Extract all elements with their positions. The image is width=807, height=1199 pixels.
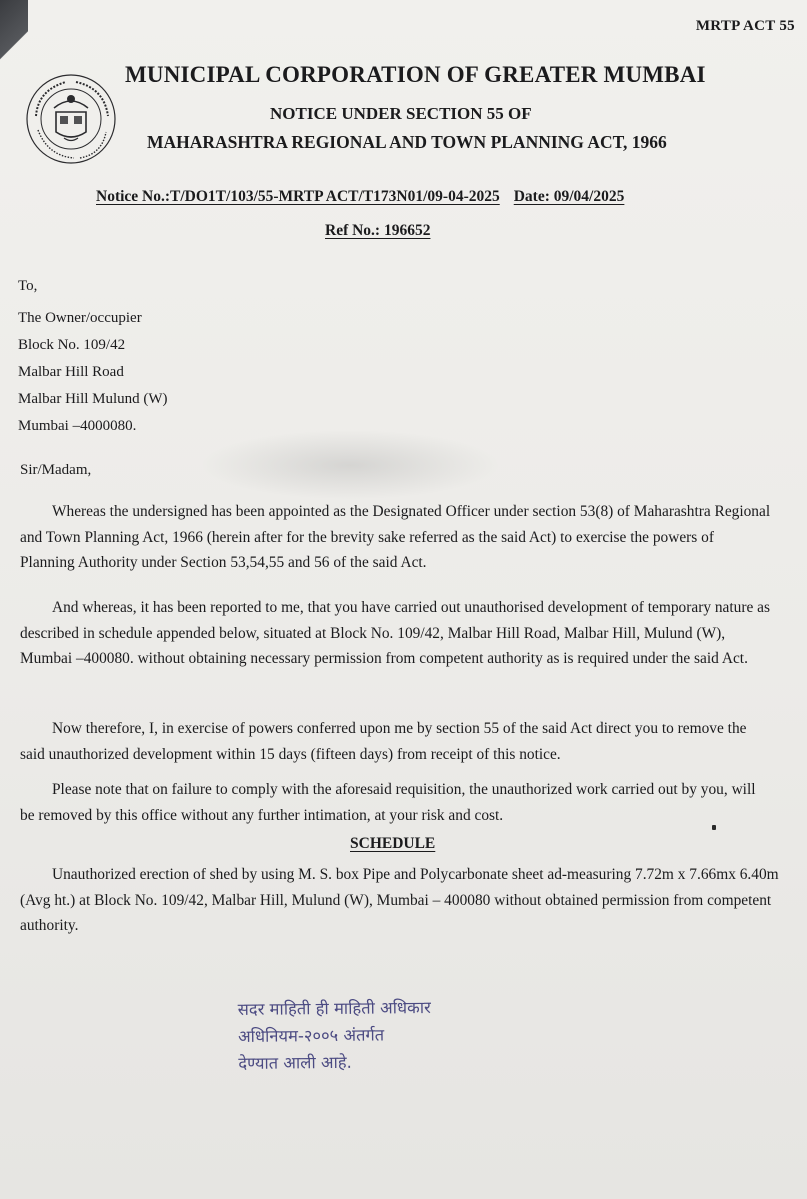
address-to: To, — [18, 278, 38, 294]
act-code-label: MRTP ACT 55 — [695, 18, 795, 34]
notice-number: Notice No.:T/DO1T/103/55-MRTP ACT/T173N01/09-04-2025 — [96, 188, 500, 205]
rti-stamp — [238, 994, 432, 1077]
body-paragraph: And whereas, it has been reported to me, that you have carried out unauthorised development of temporary nature as described in schedule appended below, situated at Block No. 109/42, Malbar Hill Road, Malbar Hill, Mulund (W), Mumbai –400080. without obtaining necessary permission from competent authority as is required under the said Act. — [20, 599, 770, 667]
stamp-line: सदर माहिती ही माहिती अधिकार — [237, 997, 431, 1020]
redaction-smudge — [200, 430, 500, 500]
stamp-line: देण्यात आली आहे. — [238, 1052, 352, 1074]
page-fold-shadow — [0, 0, 28, 70]
municipal-corporation-seal-icon — [24, 72, 118, 166]
schedule-text: Unauthorized erection of shed by using M. S. box Pipe and Polycarbonate sheet ad-measuring 7.72m x 7.66mx 6.40m (Avg ht.) at Block No. 109/42, Malbar Hill, Mulund (W), Mumbai – 400080 without obtained permission from competent authority. — [20, 866, 779, 934]
corporation-title: MUNICIPAL CORPORATION OF GREATER MUMBAI — [125, 62, 706, 87]
address-line: Malbar Hill Road — [18, 364, 124, 380]
notice-date: Date: 09/04/2025 — [513, 188, 625, 205]
salutation: Sir/Madam, — [20, 462, 92, 478]
notice-section-title: NOTICE UNDER SECTION 55 OF — [270, 104, 532, 123]
body-paragraph: Now therefore, I, in exercise of powers conferred upon me by section 55 of the said Act direct you to remove the said unauthorized development within 15 days (fifteen days) from receipt of this notice. — [20, 720, 747, 763]
ink-mark — [712, 825, 716, 830]
schedule-heading: SCHEDULE — [350, 835, 436, 852]
address-line: Malbar Hill Mulund (W) — [18, 391, 168, 407]
address-line: Mumbai –4000080. — [18, 418, 137, 434]
body-paragraph: Whereas the undersigned has been appointed as the Designated Officer under section 53(8) of Maharashtra Regional and Town Planning Act, 1966 (herein after for the brevity sake referred as the said Act) to exercise the powers of Planning Authority under Section 53,54,55 and 56 of the said Act. — [20, 503, 771, 571]
act-title: MAHARASHTRA REGIONAL AND TOWN PLANNING ACT, 1966 — [147, 132, 667, 152]
stamp-line: अधिनियम-२००५ अंतर्गत — [237, 1025, 385, 1047]
recipient-address — [18, 273, 168, 440]
body-paragraph: Please note that on failure to comply with the aforesaid requisition, the unauthorized work carried out by you, will be removed by this office without any further intimation, at your risk and cost. — [20, 781, 756, 824]
address-line: Block No. 109/42 — [18, 337, 126, 353]
reference-number: Ref No.: 196652 — [325, 222, 431, 239]
notice-number-line — [96, 188, 624, 206]
address-line: The Owner/occupier — [18, 310, 142, 326]
